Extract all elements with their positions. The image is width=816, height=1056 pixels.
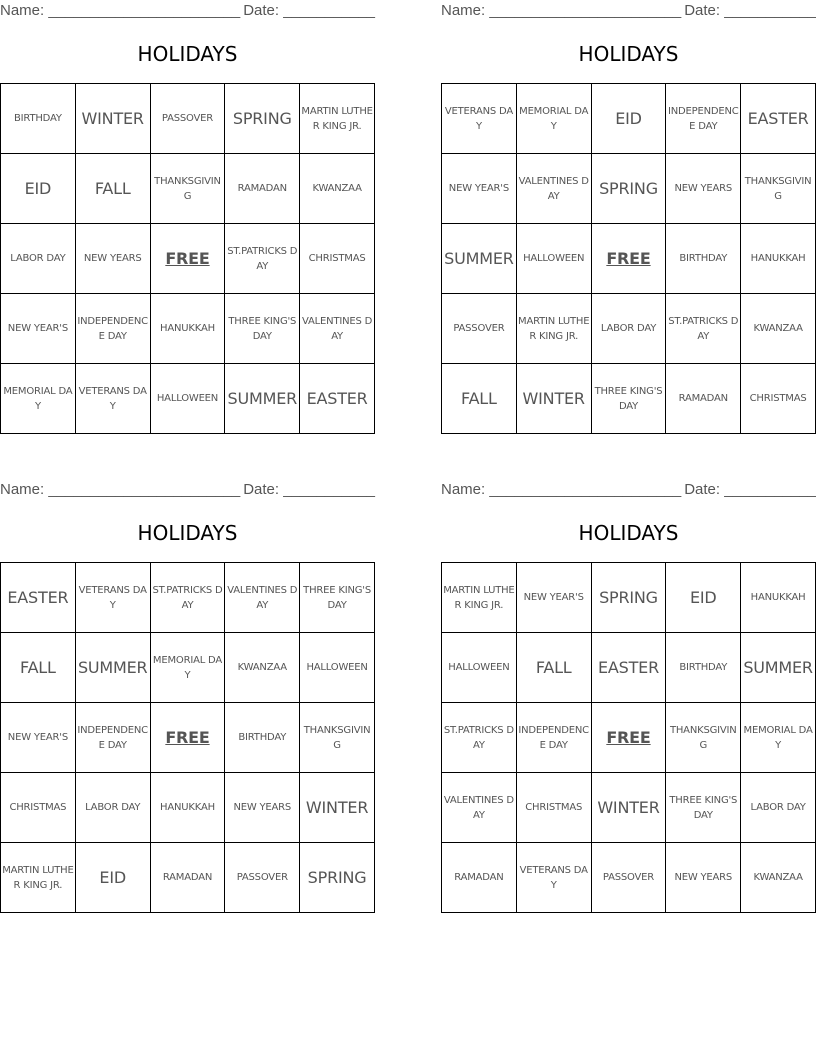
bingo-cell[interactable] bbox=[75, 84, 150, 154]
bingo-cell[interactable] bbox=[442, 563, 517, 633]
bingo-cell[interactable] bbox=[666, 84, 741, 154]
bingo-cell[interactable] bbox=[75, 633, 150, 703]
bingo-cell[interactable] bbox=[741, 773, 816, 843]
bingo-cell[interactable] bbox=[516, 364, 591, 434]
name-date-row bbox=[0, 481, 375, 501]
cell-label: CHRISTMAS bbox=[749, 393, 807, 404]
bingo-cell[interactable] bbox=[150, 843, 225, 913]
bingo-cell[interactable] bbox=[1, 563, 76, 633]
cell-label: CHRISTMAS bbox=[9, 802, 67, 813]
cell-label: THREE KING'S DAY bbox=[228, 315, 297, 342]
bingo-grid bbox=[441, 562, 816, 913]
cell-label: EID bbox=[99, 867, 126, 887]
name-field[interactable]: Name: _______________________ bbox=[441, 481, 682, 498]
cell-label: MEMORIAL DAY bbox=[3, 385, 73, 412]
bingo-cell[interactable] bbox=[300, 154, 375, 224]
bingo-cell[interactable] bbox=[591, 843, 666, 913]
cell-label: LABOR DAY bbox=[600, 323, 657, 334]
cell-label: EASTER bbox=[747, 108, 809, 128]
cell-label: EASTER bbox=[7, 587, 69, 607]
name-date-row bbox=[441, 481, 816, 501]
bingo-cell[interactable] bbox=[1, 364, 76, 434]
bingo-cell[interactable] bbox=[225, 224, 300, 294]
date-field[interactable]: Date: ___________ bbox=[243, 2, 375, 19]
cell-label: INDEPENDENCE DAY bbox=[518, 724, 589, 751]
cell-label: FREE bbox=[165, 248, 210, 268]
grid-row bbox=[442, 224, 816, 294]
name-field[interactable]: Name: _______________________ bbox=[441, 2, 682, 19]
bingo-cell[interactable] bbox=[591, 633, 666, 703]
bingo-cell[interactable] bbox=[150, 633, 225, 703]
bingo-cell[interactable] bbox=[1, 703, 76, 773]
bingo-cell[interactable] bbox=[516, 154, 591, 224]
bingo-cell[interactable] bbox=[225, 364, 300, 434]
bingo-cell[interactable] bbox=[75, 224, 150, 294]
cell-label: HANUKKAH bbox=[750, 253, 806, 264]
cell-label: MARTIN LUTHER KING JR. bbox=[443, 584, 515, 611]
cell-label: VETERANS DAY bbox=[78, 584, 147, 611]
cell-label: SUMMER bbox=[743, 657, 813, 677]
cell-label: INDEPENDENCE DAY bbox=[668, 105, 739, 132]
cell-label: THANKSGIVING bbox=[744, 175, 812, 202]
bingo-cell[interactable] bbox=[741, 154, 816, 224]
bingo-cell[interactable] bbox=[75, 294, 150, 364]
grid-row bbox=[442, 563, 816, 633]
bingo-cell[interactable] bbox=[75, 364, 150, 434]
cell-label: SUMMER bbox=[444, 248, 514, 268]
grid-row bbox=[442, 364, 816, 434]
bingo-cell[interactable] bbox=[442, 154, 517, 224]
bingo-cell[interactable] bbox=[75, 703, 150, 773]
cell-label: HANUKKAH bbox=[160, 323, 215, 334]
name-date-row bbox=[441, 2, 816, 22]
date-field[interactable]: Date: ___________ bbox=[243, 481, 375, 498]
bingo-cell[interactable] bbox=[591, 84, 666, 154]
cell-label: FREE bbox=[606, 727, 651, 747]
cell-label: ST.PATRICKS DAY bbox=[227, 245, 298, 272]
bingo-cell[interactable] bbox=[666, 294, 741, 364]
cell-label: THANKSGIVING bbox=[303, 724, 371, 751]
bingo-cell[interactable] bbox=[741, 563, 816, 633]
bingo-cell[interactable] bbox=[300, 563, 375, 633]
cell-label: MARTIN LUTHER KING JR. bbox=[518, 315, 590, 342]
cell-label: FREE bbox=[165, 727, 210, 747]
cell-label: MEMORIAL DAY bbox=[152, 654, 223, 681]
bingo-cell[interactable] bbox=[300, 843, 375, 913]
bingo-cell[interactable] bbox=[1, 773, 76, 843]
cell-label: NEW YEAR'S bbox=[7, 732, 68, 743]
grid-row bbox=[1, 633, 375, 703]
grid-row bbox=[1, 364, 375, 434]
grid-row bbox=[1, 154, 375, 224]
cell-label: THREE KING'S DAY bbox=[303, 584, 371, 611]
bingo-cell[interactable] bbox=[150, 154, 225, 224]
date-field[interactable]: Date: ___________ bbox=[684, 2, 816, 19]
bingo-cell[interactable] bbox=[225, 843, 300, 913]
bingo-cell[interactable] bbox=[442, 703, 517, 773]
cell-label: FALL bbox=[20, 657, 56, 677]
cell-label: HALLOWEEN bbox=[156, 393, 219, 404]
cell-label: MEMORIAL DAY bbox=[519, 105, 589, 132]
cell-label: MARTIN LUTHER KING JR. bbox=[2, 864, 74, 891]
bingo-cell[interactable] bbox=[442, 773, 517, 843]
cell-label: BIRTHDAY bbox=[14, 113, 62, 124]
cell-label: CHRISTMAS bbox=[308, 253, 366, 264]
cell-label: ST.PATRICKS DAY bbox=[443, 724, 514, 751]
bingo-cell[interactable] bbox=[300, 224, 375, 294]
grid-row bbox=[1, 84, 375, 154]
cell-label: KWANZAA bbox=[237, 662, 287, 673]
cell-label: SPRING bbox=[307, 867, 367, 887]
cell-label: VALENTINES DAY bbox=[518, 175, 589, 202]
grid-row bbox=[1, 563, 375, 633]
cell-label: ST.PATRICKS DAY bbox=[668, 315, 739, 342]
cell-label: WINTER bbox=[305, 797, 369, 817]
bingo-cell[interactable] bbox=[666, 703, 741, 773]
cell-label: KWANZAA bbox=[753, 872, 803, 883]
name-field[interactable]: Name: _______________________ bbox=[0, 481, 241, 498]
bingo-cell[interactable] bbox=[300, 294, 375, 364]
grid-row bbox=[442, 843, 816, 913]
bingo-cell[interactable] bbox=[150, 364, 225, 434]
card-title: HOLIDAYS bbox=[578, 521, 679, 545]
name-date-row bbox=[0, 2, 375, 22]
cell-label: BIRTHDAY bbox=[238, 732, 287, 743]
bingo-cell[interactable] bbox=[150, 773, 225, 843]
bingo-cell[interactable] bbox=[150, 84, 225, 154]
cell-label: THANKSGIVING bbox=[669, 724, 737, 751]
cell-label: NEW YEARS bbox=[83, 253, 142, 264]
bingo-cell[interactable] bbox=[150, 563, 225, 633]
bingo-cell[interactable] bbox=[516, 224, 591, 294]
cell-label: SPRING bbox=[599, 587, 658, 607]
card-title: HOLIDAYS bbox=[578, 42, 679, 66]
cell-label: THANKSGIVING bbox=[154, 175, 221, 202]
bingo-cell[interactable] bbox=[516, 563, 591, 633]
cell-label: HALLOWEEN bbox=[448, 662, 510, 673]
bingo-cell[interactable] bbox=[741, 224, 816, 294]
cell-label: RAMADAN bbox=[237, 183, 287, 194]
grid-row bbox=[1, 773, 375, 843]
cell-label: PASSOVER bbox=[602, 872, 655, 883]
cell-label: FALL bbox=[94, 178, 131, 198]
bingo-cell[interactable] bbox=[516, 773, 591, 843]
cell-label: SUMMER bbox=[77, 657, 148, 677]
cell-label: NEW YEAR'S bbox=[523, 592, 584, 603]
cell-label: RAMADAN bbox=[162, 872, 213, 883]
cell-label: EASTER bbox=[597, 657, 659, 677]
bingo-cell[interactable] bbox=[741, 703, 816, 773]
cell-label: WINTER bbox=[81, 108, 144, 128]
cell-label: THREE KING'S DAY bbox=[594, 385, 663, 412]
bingo-cell[interactable] bbox=[1, 294, 76, 364]
cell-label: INDEPENDENCE DAY bbox=[77, 315, 148, 342]
bingo-cell[interactable] bbox=[591, 294, 666, 364]
bingo-cell[interactable] bbox=[516, 703, 591, 773]
bingo-cell[interactable] bbox=[225, 773, 300, 843]
card-title: HOLIDAYS bbox=[137, 521, 238, 545]
cell-label: EID bbox=[24, 178, 52, 198]
free-cell[interactable] bbox=[591, 703, 666, 773]
grid-row bbox=[1, 703, 375, 773]
bingo-cell[interactable] bbox=[75, 773, 150, 843]
card-title: HOLIDAYS bbox=[137, 42, 238, 66]
bingo-grid bbox=[441, 83, 816, 434]
grid-row bbox=[442, 294, 816, 364]
bingo-cell[interactable] bbox=[591, 563, 666, 633]
grid-row bbox=[442, 154, 816, 224]
cell-label: FALL bbox=[461, 388, 497, 408]
bingo-grid bbox=[0, 83, 375, 434]
cell-label: NEW YEAR'S bbox=[7, 323, 68, 334]
bingo-cell[interactable] bbox=[1, 84, 76, 154]
cell-label: CHRISTMAS bbox=[525, 802, 583, 813]
cell-label: WINTER bbox=[522, 388, 585, 408]
bingo-cell[interactable] bbox=[442, 633, 517, 703]
cell-label: NEW YEARS bbox=[233, 802, 292, 813]
cell-label: LABOR DAY bbox=[750, 802, 806, 813]
bingo-cell[interactable] bbox=[225, 84, 300, 154]
cell-label: PASSOVER bbox=[236, 872, 288, 883]
cell-label: KWANZAA bbox=[312, 183, 362, 194]
cell-label: SPRING bbox=[599, 178, 658, 198]
bingo-cell[interactable] bbox=[300, 633, 375, 703]
cell-label: VETERANS DAY bbox=[519, 864, 588, 891]
bingo-cell[interactable] bbox=[591, 364, 666, 434]
grid-row bbox=[1, 294, 375, 364]
cell-label: THREE KING'S DAY bbox=[669, 794, 738, 821]
cell-label: NEW YEAR'S bbox=[448, 183, 509, 194]
bingo-cell[interactable] bbox=[666, 843, 741, 913]
bingo-cell[interactable] bbox=[666, 364, 741, 434]
name-field[interactable]: Name: _______________________ bbox=[0, 2, 241, 19]
bingo-cell[interactable] bbox=[1, 633, 76, 703]
bingo-cell[interactable] bbox=[225, 563, 300, 633]
cell-label: VALENTINES DAY bbox=[227, 584, 298, 611]
bingo-cell[interactable] bbox=[741, 633, 816, 703]
bingo-cell[interactable] bbox=[591, 154, 666, 224]
bingo-cell[interactable] bbox=[741, 364, 816, 434]
bingo-cell[interactable] bbox=[1, 843, 76, 913]
grid-row bbox=[442, 773, 816, 843]
bingo-cell[interactable] bbox=[225, 154, 300, 224]
bingo-cell[interactable] bbox=[300, 703, 375, 773]
grid-row bbox=[442, 84, 816, 154]
cell-label: INDEPENDENCE DAY bbox=[77, 724, 148, 751]
free-cell[interactable] bbox=[591, 224, 666, 294]
cell-label: BIRTHDAY bbox=[679, 662, 728, 673]
bingo-cell[interactable] bbox=[225, 294, 300, 364]
cell-label: KWANZAA bbox=[753, 323, 803, 334]
cell-label: PASSOVER bbox=[161, 113, 214, 124]
bingo-cell[interactable] bbox=[666, 154, 741, 224]
bingo-cell[interactable] bbox=[1, 224, 76, 294]
bingo-cell[interactable] bbox=[516, 84, 591, 154]
cell-label: EID bbox=[615, 108, 642, 128]
cell-label: MEMORIAL DAY bbox=[743, 724, 813, 751]
cell-label: HALLOWEEN bbox=[523, 253, 585, 264]
grid-row bbox=[442, 703, 816, 773]
bingo-cell[interactable] bbox=[666, 773, 741, 843]
bingo-cell[interactable] bbox=[1, 154, 76, 224]
cell-label: NEW YEARS bbox=[674, 872, 733, 883]
grid-row bbox=[442, 633, 816, 703]
cell-label: HANUKKAH bbox=[750, 592, 806, 603]
cell-label: RAMADAN bbox=[454, 872, 504, 883]
bingo-cell[interactable] bbox=[300, 84, 375, 154]
cell-label: HALLOWEEN bbox=[306, 662, 368, 673]
cell-label: RAMADAN bbox=[678, 393, 728, 404]
grid-row bbox=[1, 224, 375, 294]
bingo-cell[interactable] bbox=[666, 633, 741, 703]
bingo-cell[interactable] bbox=[225, 703, 300, 773]
bingo-cell[interactable] bbox=[442, 294, 517, 364]
bingo-cell[interactable] bbox=[516, 843, 591, 913]
bingo-cell[interactable] bbox=[225, 633, 300, 703]
cell-label: SUMMER bbox=[227, 388, 298, 408]
cell-label: VALENTINES DAY bbox=[302, 315, 373, 342]
free-cell[interactable] bbox=[150, 224, 225, 294]
bingo-cell[interactable] bbox=[666, 224, 741, 294]
bingo-grid bbox=[0, 562, 375, 913]
bingo-cell[interactable] bbox=[75, 843, 150, 913]
bingo-cell[interactable] bbox=[591, 773, 666, 843]
cell-label: FALL bbox=[535, 657, 572, 677]
cell-label: WINTER bbox=[597, 797, 660, 817]
cell-label: MARTIN LUTHER KING JR. bbox=[301, 105, 373, 132]
date-field[interactable]: Date: ___________ bbox=[684, 481, 816, 498]
cell-label: VALENTINES DAY bbox=[443, 794, 514, 821]
bingo-cell[interactable] bbox=[75, 154, 150, 224]
grid-row bbox=[1, 843, 375, 913]
cell-label: PASSOVER bbox=[453, 323, 505, 334]
bingo-cell[interactable] bbox=[442, 843, 517, 913]
bingo-cell[interactable] bbox=[516, 633, 591, 703]
cell-label: FREE bbox=[606, 248, 651, 268]
bingo-cell[interactable] bbox=[666, 563, 741, 633]
cell-label: SPRING bbox=[232, 108, 292, 128]
cell-label: NEW YEARS bbox=[674, 183, 733, 194]
cell-label: VETERANS DAY bbox=[444, 105, 513, 132]
bingo-cell[interactable] bbox=[516, 294, 591, 364]
bingo-cell[interactable] bbox=[75, 563, 150, 633]
bingo-cell[interactable] bbox=[741, 843, 816, 913]
bingo-cell[interactable] bbox=[741, 294, 816, 364]
cell-label: EID bbox=[689, 587, 717, 607]
cell-label: HANUKKAH bbox=[160, 802, 215, 813]
bingo-cell[interactable] bbox=[150, 294, 225, 364]
free-cell[interactable] bbox=[150, 703, 225, 773]
bingo-cell[interactable] bbox=[300, 364, 375, 434]
bingo-cell[interactable] bbox=[442, 224, 517, 294]
cell-label: BIRTHDAY bbox=[679, 253, 728, 264]
cell-label: LABOR DAY bbox=[10, 253, 66, 264]
bingo-cell[interactable] bbox=[442, 84, 517, 154]
cell-label: EASTER bbox=[306, 388, 368, 408]
bingo-cell[interactable] bbox=[741, 84, 816, 154]
cell-label: VETERANS DAY bbox=[78, 385, 147, 412]
bingo-cell[interactable] bbox=[300, 773, 375, 843]
bingo-cell[interactable] bbox=[442, 364, 517, 434]
cell-label: LABOR DAY bbox=[85, 802, 141, 813]
cell-label: ST.PATRICKS DAY bbox=[152, 584, 223, 611]
